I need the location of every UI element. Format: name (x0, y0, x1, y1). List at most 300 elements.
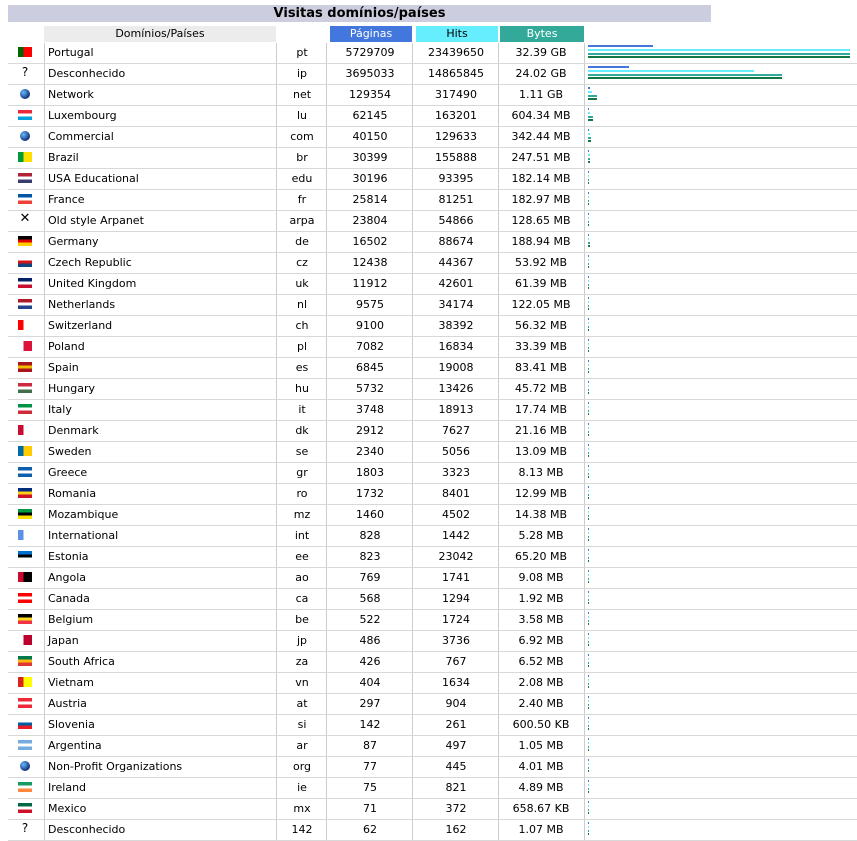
row-hits: 1442 (442, 529, 470, 542)
row-bars (588, 337, 850, 357)
bytes-bar-shadow (588, 308, 589, 310)
row-hits: 445 (445, 760, 467, 773)
row-name: Commercial (48, 130, 114, 143)
table-row (8, 337, 857, 358)
flag-icon (18, 719, 32, 729)
flag-icon (18, 677, 32, 687)
row-bars (588, 673, 850, 693)
hits-bar (588, 238, 589, 240)
bytes-bar (588, 494, 589, 496)
table-row (8, 568, 857, 589)
row-pages: 6845 (356, 361, 384, 374)
row-code: mz (293, 508, 311, 521)
row-bars (588, 547, 850, 567)
row-bytes: 182.97 MB (511, 193, 571, 206)
row-hits: 19008 (438, 361, 474, 374)
row-code: ee (295, 550, 309, 563)
row-bars (588, 505, 850, 525)
row-name: Romania (48, 487, 97, 500)
bytes-bar (588, 725, 589, 727)
table-row (8, 526, 857, 547)
row-hits: 13426 (438, 382, 474, 395)
row-pages: 568 (359, 592, 381, 605)
row-bytes: 9.08 MB (518, 571, 564, 584)
table-row (8, 358, 857, 379)
header-domains: Domínios/Países (44, 26, 276, 42)
hits-bar (588, 721, 589, 723)
row-bars (588, 274, 850, 294)
row-hits: 42601 (438, 277, 474, 290)
bytes-bar (588, 347, 589, 349)
row-name: Vietnam (48, 676, 94, 689)
bytes-bar-shadow (588, 707, 589, 709)
bytes-bar-shadow (588, 602, 589, 604)
bytes-bar-shadow (588, 749, 589, 751)
row-name: South Africa (48, 655, 115, 668)
row-hits: 372 (445, 802, 467, 815)
pages-bar (588, 213, 589, 215)
row-name: Netherlands (48, 298, 116, 311)
row-bytes: 21.16 MB (514, 424, 568, 437)
hits-bar (588, 427, 589, 429)
row-code: pl (296, 340, 308, 353)
row-hits: 4502 (442, 508, 470, 521)
pages-bar (588, 612, 589, 614)
bytes-bar (588, 74, 782, 76)
row-bytes: 56.32 MB (514, 319, 568, 332)
row-code: de (295, 235, 309, 248)
bytes-bar-shadow (588, 329, 589, 331)
row-code: be (295, 613, 309, 626)
row-bytes: 4.01 MB (518, 760, 564, 773)
hits-bar (588, 259, 589, 261)
row-hits: 261 (445, 718, 467, 731)
row-code: 142 (291, 823, 313, 836)
row-pages: 1460 (356, 508, 384, 521)
pages-bar (588, 45, 653, 47)
bytes-bar-shadow (588, 518, 589, 520)
row-name: Austria (48, 697, 87, 710)
row-bars (588, 736, 850, 756)
hits-bar (588, 574, 589, 576)
pages-bar (588, 591, 589, 593)
bytes-bar (588, 326, 589, 328)
pages-bar (588, 633, 589, 635)
flag-icon (18, 173, 32, 183)
table-row (8, 400, 857, 421)
pages-bar (588, 255, 589, 257)
bytes-bar (588, 746, 589, 748)
row-bars (588, 757, 850, 777)
row-bytes: 604.34 MB (511, 109, 571, 122)
bytes-bar-shadow (588, 665, 589, 667)
table-row (8, 85, 857, 106)
hits-bar (588, 133, 590, 135)
row-code: gr (296, 466, 308, 479)
row-code: at (296, 697, 308, 710)
bytes-bar-shadow (588, 266, 589, 268)
row-bytes: 5.28 MB (518, 529, 564, 542)
table-row (8, 64, 857, 85)
row-bars (588, 715, 850, 735)
bytes-bar-shadow (588, 287, 589, 289)
bytes-bar-shadow (588, 413, 589, 415)
hits-bar (588, 112, 590, 114)
flag-icon (18, 257, 32, 267)
header-pages: Páginas (330, 26, 412, 42)
hits-bar (588, 763, 589, 765)
hits-bar (588, 91, 592, 93)
table-row (8, 820, 857, 841)
row-bars (588, 190, 850, 210)
table-row (8, 379, 857, 400)
row-hits: 16834 (438, 340, 474, 353)
row-pages: 71 (363, 802, 377, 815)
row-pages: 823 (359, 550, 381, 563)
bytes-bar (588, 578, 589, 580)
flag-icon (18, 509, 32, 519)
row-hits: 767 (445, 655, 467, 668)
row-pages: 62 (363, 823, 377, 836)
hits-bar (588, 700, 589, 702)
flag-icon: ✕ (19, 211, 31, 226)
table-row (8, 694, 857, 715)
flag-icon (18, 425, 32, 435)
row-pages: 11912 (352, 277, 388, 290)
hits-bar (588, 196, 589, 198)
pages-bar (588, 234, 589, 236)
row-code: ar (296, 739, 308, 752)
pages-bar (588, 318, 589, 320)
row-code: se (295, 445, 309, 458)
row-pages: 522 (359, 613, 381, 626)
row-code: fr (297, 193, 307, 206)
row-bytes: 13.09 MB (514, 445, 568, 458)
bytes-bar (588, 221, 589, 223)
bytes-bar-shadow (588, 203, 589, 205)
row-hits: 81251 (438, 193, 474, 206)
row-name: Belgium (48, 613, 94, 626)
row-hits: 821 (445, 781, 467, 794)
flag-icon (18, 467, 32, 477)
bytes-bar (588, 473, 589, 475)
row-code: jp (296, 634, 308, 647)
row-bytes: 658.67 KB (512, 802, 570, 815)
table-row (8, 715, 857, 736)
table-row (8, 232, 857, 253)
row-name: Poland (48, 340, 85, 353)
row-pages: 62145 (352, 109, 388, 122)
row-bytes: 1.05 MB (518, 739, 564, 752)
row-bytes: 45.72 MB (514, 382, 568, 395)
row-name: Mexico (48, 802, 87, 815)
pages-bar (588, 507, 589, 509)
bytes-bar (588, 284, 589, 286)
hits-bar (588, 826, 589, 828)
row-name: Spain (48, 361, 79, 374)
row-name: Argentina (48, 739, 102, 752)
table-row (8, 442, 857, 463)
hits-bar (588, 154, 590, 156)
row-code: nl (296, 298, 308, 311)
bytes-bar-shadow (588, 119, 593, 121)
row-bars (588, 64, 850, 84)
pages-bar (588, 696, 589, 698)
pages-bar (588, 822, 589, 824)
flag-icon (18, 593, 32, 603)
bytes-bar (588, 515, 589, 517)
pages-bar (588, 339, 589, 341)
row-bytes: 8.13 MB (518, 466, 564, 479)
row-pages: 2912 (356, 424, 384, 437)
table-row (8, 190, 857, 211)
table-row (8, 631, 857, 652)
pages-bar (588, 192, 589, 194)
row-hits: 38392 (438, 319, 474, 332)
bytes-bar (588, 368, 589, 370)
pages-bar (588, 129, 589, 131)
row-bars (588, 568, 850, 588)
row-name: Slovenia (48, 718, 95, 731)
bytes-bar-shadow (588, 728, 589, 730)
bytes-bar-shadow (588, 770, 589, 772)
flag-icon (18, 614, 32, 624)
row-bars (588, 589, 850, 609)
report-title: Visitas domínios/países (8, 5, 711, 22)
bytes-bar (588, 158, 590, 160)
bytes-bar (588, 452, 589, 454)
table-row (8, 505, 857, 526)
flag-icon (18, 299, 32, 309)
bytes-bar (588, 200, 589, 202)
row-bars (588, 106, 850, 126)
row-pages: 77 (363, 760, 377, 773)
row-pages: 30399 (352, 151, 388, 164)
bytes-bar-shadow (588, 497, 589, 499)
row-hits: 3736 (442, 634, 470, 647)
row-bytes: 4.89 MB (518, 781, 564, 794)
row-name: Network (48, 88, 94, 101)
bytes-bar-shadow (588, 644, 589, 646)
table-row (8, 757, 857, 778)
row-pages: 142 (359, 718, 381, 731)
row-pages: 3748 (356, 403, 384, 416)
row-code: edu (291, 172, 313, 185)
row-hits: 54866 (438, 214, 474, 227)
pages-bar (588, 528, 589, 530)
row-hits: 23042 (438, 550, 474, 563)
row-code: pt (296, 46, 308, 59)
flag-icon (18, 782, 32, 792)
flag-icon (18, 236, 32, 246)
bytes-bar (588, 410, 589, 412)
row-bars (588, 484, 850, 504)
table-row (8, 274, 857, 295)
pages-bar (588, 444, 589, 446)
table-row (8, 43, 857, 64)
row-pages: 769 (359, 571, 381, 584)
row-pages: 297 (359, 697, 381, 710)
bytes-bar (588, 431, 589, 433)
row-pages: 5729709 (345, 46, 395, 59)
bytes-bar-shadow (588, 161, 590, 163)
bytes-bar (588, 662, 589, 664)
hits-bar (588, 70, 754, 72)
bytes-bar (588, 641, 589, 643)
bytes-bar (588, 263, 589, 265)
flag-icon (18, 530, 32, 540)
flag-icon (18, 152, 32, 162)
row-code: net (292, 88, 312, 101)
table-row (8, 421, 857, 442)
row-name: Italy (48, 403, 72, 416)
row-hits: 904 (445, 697, 467, 710)
row-name: Estonia (48, 550, 89, 563)
bytes-bar (588, 389, 589, 391)
row-bytes: 32.39 GB (515, 46, 567, 59)
flag-icon (18, 656, 32, 666)
row-hits: 155888 (435, 151, 477, 164)
bytes-bar (588, 620, 589, 622)
bytes-bar-shadow (588, 539, 589, 541)
flag-icon: ? (21, 821, 29, 835)
row-code: za (295, 655, 309, 668)
row-name: Hungary (48, 382, 95, 395)
table-row (8, 463, 857, 484)
bytes-bar-shadow (588, 98, 597, 100)
row-hits: 5056 (442, 445, 470, 458)
row-hits: 3323 (442, 466, 470, 479)
row-name: Czech Republic (48, 256, 132, 269)
row-code: ie (297, 781, 307, 794)
row-name: Desconhecido (48, 823, 126, 836)
pages-bar (588, 549, 589, 551)
row-name: Portugal (48, 46, 94, 59)
row-code: com (290, 130, 314, 143)
row-bytes: 6.52 MB (518, 655, 564, 668)
row-bars (588, 211, 850, 231)
table-row (8, 484, 857, 505)
row-code: es (295, 361, 309, 374)
bytes-bar (588, 116, 593, 118)
row-bars (588, 253, 850, 273)
bytes-bar-shadow (588, 245, 590, 247)
row-name: Non-Profit Organizations (48, 760, 183, 773)
row-pages: 1732 (356, 487, 384, 500)
bytes-bar (588, 788, 589, 790)
table-row (8, 295, 857, 316)
row-pages: 23804 (352, 214, 388, 227)
row-pages: 426 (359, 655, 381, 668)
flag-icon (18, 47, 32, 57)
row-hits: 497 (445, 739, 467, 752)
row-name: International (48, 529, 119, 542)
row-bars (588, 652, 850, 672)
row-bars (588, 127, 850, 147)
row-hits: 23439650 (428, 46, 484, 59)
hits-bar (588, 385, 589, 387)
pages-bar (588, 654, 589, 656)
bytes-bar-shadow (588, 833, 589, 835)
row-bytes: 24.02 GB (515, 67, 567, 80)
pages-bar (588, 150, 589, 152)
hits-bar (588, 364, 589, 366)
row-hits: 14865845 (428, 67, 484, 80)
bytes-bar (588, 95, 597, 97)
flag-icon (18, 110, 32, 120)
hits-bar (588, 595, 589, 597)
row-name: Sweden (48, 445, 92, 458)
hits-bar (588, 469, 589, 471)
row-hits: 7627 (442, 424, 470, 437)
row-code: it (298, 403, 306, 416)
row-code: br (296, 151, 308, 164)
bytes-bar (588, 599, 589, 601)
pages-bar (588, 759, 589, 761)
row-bytes: 61.39 MB (514, 277, 568, 290)
bytes-bar (588, 242, 590, 244)
row-bytes: 342.44 MB (511, 130, 571, 143)
bytes-bar-shadow (588, 560, 589, 562)
table-row (8, 778, 857, 799)
row-bars (588, 778, 850, 798)
row-bytes: 128.65 MB (511, 214, 571, 227)
row-pages: 12438 (352, 256, 388, 269)
row-pages: 9100 (356, 319, 384, 332)
hits-bar (588, 679, 589, 681)
pages-bar (588, 738, 589, 740)
table-row (8, 148, 857, 169)
table-row (8, 127, 857, 148)
row-bars (588, 631, 850, 651)
row-bars (588, 43, 850, 63)
row-hits: 1741 (442, 571, 470, 584)
row-hits: 93395 (438, 172, 474, 185)
row-bytes: 83.41 MB (514, 361, 568, 374)
row-name: Desconhecido (48, 67, 126, 80)
bytes-bar-shadow (588, 455, 589, 457)
pages-bar (588, 108, 589, 110)
row-bars (588, 358, 850, 378)
hits-bar (588, 280, 589, 282)
row-code: uk (295, 277, 309, 290)
flag-icon (18, 278, 32, 288)
row-code: mx (293, 802, 311, 815)
bytes-bar (588, 53, 850, 55)
bytes-bar (588, 767, 589, 769)
pages-bar (588, 381, 589, 383)
row-pages: 486 (359, 634, 381, 647)
bytes-bar-shadow (588, 56, 850, 58)
bytes-bar-shadow (588, 140, 591, 142)
flag-icon (18, 572, 32, 582)
row-bytes: 14.38 MB (514, 508, 568, 521)
hits-bar (588, 784, 589, 786)
row-name: Ireland (48, 781, 87, 794)
bytes-bar (588, 557, 589, 559)
bytes-bar-shadow (588, 224, 589, 226)
row-pages: 9575 (356, 298, 384, 311)
hits-bar (588, 511, 589, 513)
pages-bar (588, 423, 589, 425)
bytes-bar-shadow (588, 77, 782, 79)
row-code: cz (296, 256, 308, 269)
row-name: Germany (48, 235, 99, 248)
row-bytes: 600.50 KB (512, 718, 570, 731)
row-pages: 1803 (356, 466, 384, 479)
flag-icon (18, 551, 32, 561)
row-bars (588, 148, 850, 168)
